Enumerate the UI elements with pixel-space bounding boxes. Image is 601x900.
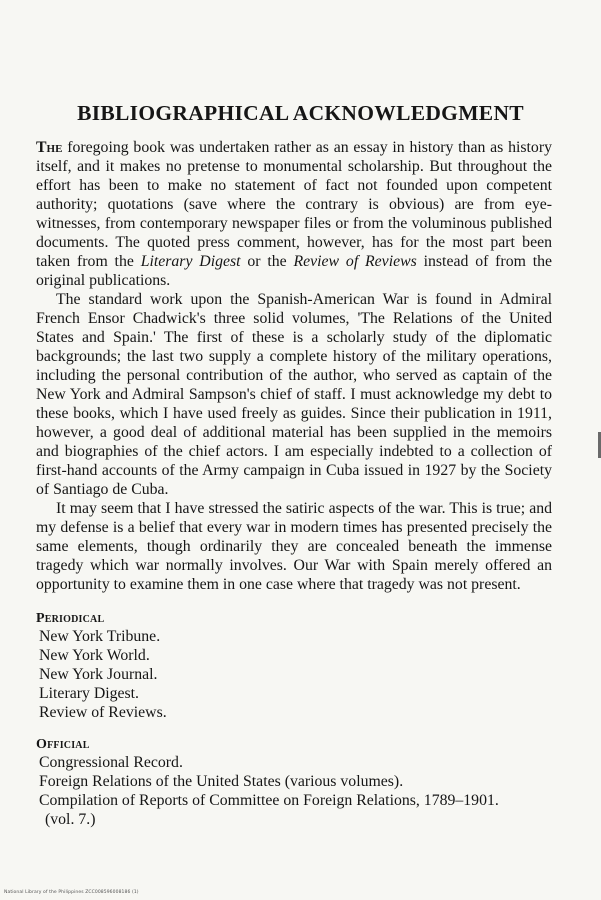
list-item: New York World. [39,647,150,664]
list-item: (vol. 7.) [45,811,96,828]
italic-literary-digest: Literary Digest [140,253,241,270]
list-item: Compilation of Reports of Committee on Foreign Relations, 1789–1901. [39,792,499,809]
list-item: New York Tribune. [39,628,161,645]
list-item: Review of Reviews. [39,704,167,721]
list-item: Literary Digest. [39,685,140,702]
periodical-heading: Periodical [36,611,105,626]
periodical-list [39,627,559,722]
official-list [39,753,559,829]
paragraph-1-mid: or the [240,253,294,270]
list-item: Foreign Relations of the United States (various volumes). [39,773,404,790]
page-title: BIBLIOGRAPHICAL ACKNOWLEDGMENT [77,101,524,125]
paragraph-1-text: foregoing book was undertaken rather as an essay in history than as history itself, and it makes no pretense to monumental scholarship. But throughout the effort has been to make no statement of fact not founded upon competent authority; quotations (save where the contrary is obvious) are from eye-witnesses, from contemporary newspaper files or from the voluminous published documents. The quoted press comment, however, has for the most part been taken from the [36,139,552,270]
footer-watermark: National Library of the Philippines ZCC008596008186 (1) [4,890,139,895]
paragraph-3: It may seem that I have stressed the satiric aspects of the war. This is true; and my defense is a belief that every war in modern times has presented precisely the same elements, though ordinarily they are concealed beneath the immense tragedy which war normally involves. Our War with Spain merely offered an opportunity to examine them in one case where that tragedy was not present. [36,500,552,593]
body-text [36,138,552,594]
paragraph-2: The standard work upon the Spanish-American War is found in Admiral French Ensor Chadwick's three solid volumes, 'The Relations of the United States and Spain.' The first of these is a scholarly study of the diplomatic backgrounds; the last two supply a complete history of the military operations, including the personal contribution of the author, who served as captain of the New York and Admiral Sampson's chief of staff. I must acknowledge my debt to these books, which I have used freely as guides. Since their publication in 1911, however, a good deal of additional material has been supplied in the memoirs and biographies of the chief actors. I am especially indebted to a collection of first-hand accounts of the Army campaign in Cuba issued in 1927 by the Society of Santiago de Cuba. [36,291,552,498]
list-item: Congressional Record. [39,754,183,771]
list-item: New York Journal. [39,666,158,683]
official-heading: Official [36,737,90,752]
italic-review-of-reviews: Review of Reviews [293,253,417,270]
lead-word: The [36,139,63,156]
paragraph-1-end: instead of from the original publications. [36,253,552,289]
paragraph-1 [36,138,552,290]
